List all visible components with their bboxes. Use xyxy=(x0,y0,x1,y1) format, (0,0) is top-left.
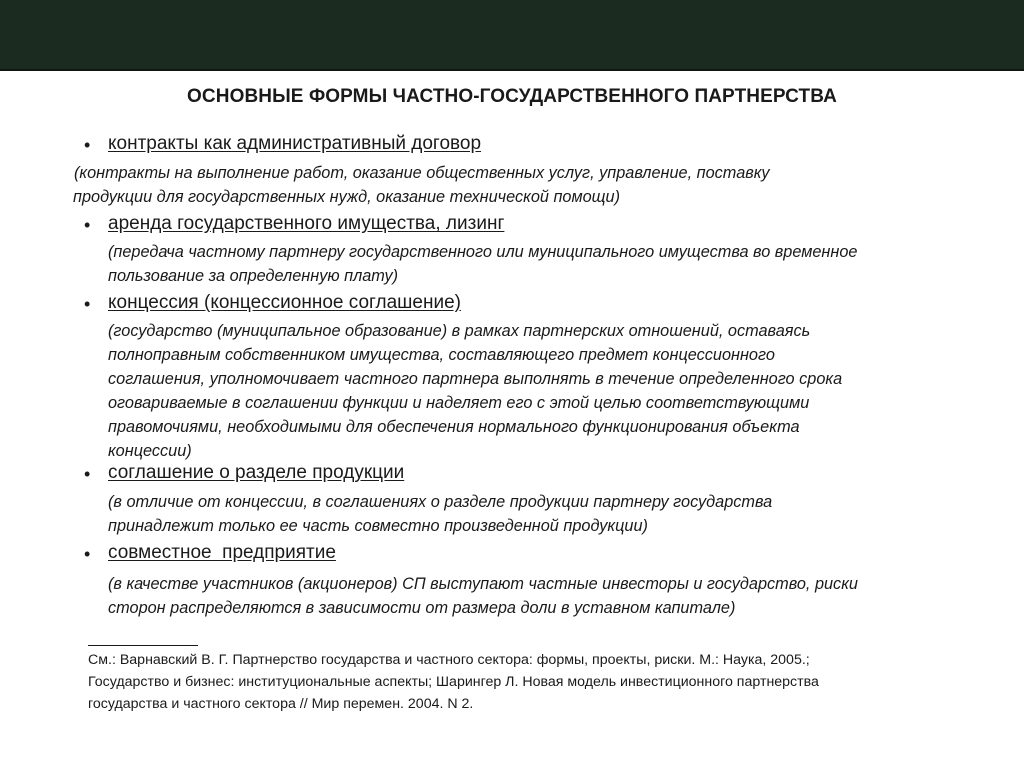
item-heading: аренда государственного имущества, лизинг xyxy=(108,213,505,234)
item-description: (в отличие от концессии, в соглашениях о разделе продукции партнеру государства принадлежит только ее часть совместно произведенной продукции) xyxy=(108,493,773,535)
bullet-icon: • xyxy=(84,215,91,235)
bullet-icon: • xyxy=(84,464,91,484)
list-item-psa xyxy=(84,461,984,541)
item-heading: совместное предприятие xyxy=(108,542,336,563)
item-description: (передача частному партнеру государственного или муниципального имущества во временное пользование за определенную плату) xyxy=(108,243,858,285)
slide-title: ОСНОВНЫЕ ФОРМЫ ЧАСТНО-ГОСУДАРСТВЕННОГО ПАРТНЕРСТВА xyxy=(187,86,837,107)
item-description: (в качестве участников (акционеров) СП выступают частные инвесторы и государство, риски сторон распределяются в зависимости от размера доли в уставном капитале) xyxy=(108,575,858,617)
footnote-divider xyxy=(88,645,198,646)
bullet-icon: • xyxy=(84,135,91,155)
list-item-contracts xyxy=(73,132,984,212)
list-item-joint-venture xyxy=(84,541,984,621)
footnote-text: См.: Варнавский В. Г. Партнерство государства и частного сектора: формы, проекты, риски. М.: Наука, 2005.; Государство и бизнес: институциональные аспекты; Шарингер Л. Новая модель инвестиционного партнерства государства и частного сектора // Мир перемен. 2004. N 2. xyxy=(88,652,819,712)
item-description: (контракты на выполнение работ, оказание общественных услуг, управление, поставку продукции для государственных нужд, оказание технической помощи) xyxy=(73,164,770,206)
item-heading: концессия (концессионное соглашение) xyxy=(108,292,461,313)
header-band xyxy=(0,0,1024,71)
forms-list xyxy=(73,132,984,621)
item-heading: соглашение о разделе продукции xyxy=(108,462,405,483)
footnote xyxy=(88,645,968,715)
list-item-concession xyxy=(84,291,984,461)
list-item-lease xyxy=(84,212,984,291)
bullet-icon: • xyxy=(84,294,91,314)
item-description: (государство (муниципальное образование) в рамках партнерских отношений, оставаясь полноправным собственником имущества, составляющего предмет концессионного соглашения, уполномочивает частного партнера выполнять в течение определенного срока оговариваемые в соглашении функции и наделяет его с этой целью соответствующими правомочиями, необходимыми для обеспечения нормального функционирования объекта концессии) xyxy=(108,322,843,460)
bullet-icon: • xyxy=(84,544,91,564)
item-heading: контракты как административный договор xyxy=(108,133,482,154)
